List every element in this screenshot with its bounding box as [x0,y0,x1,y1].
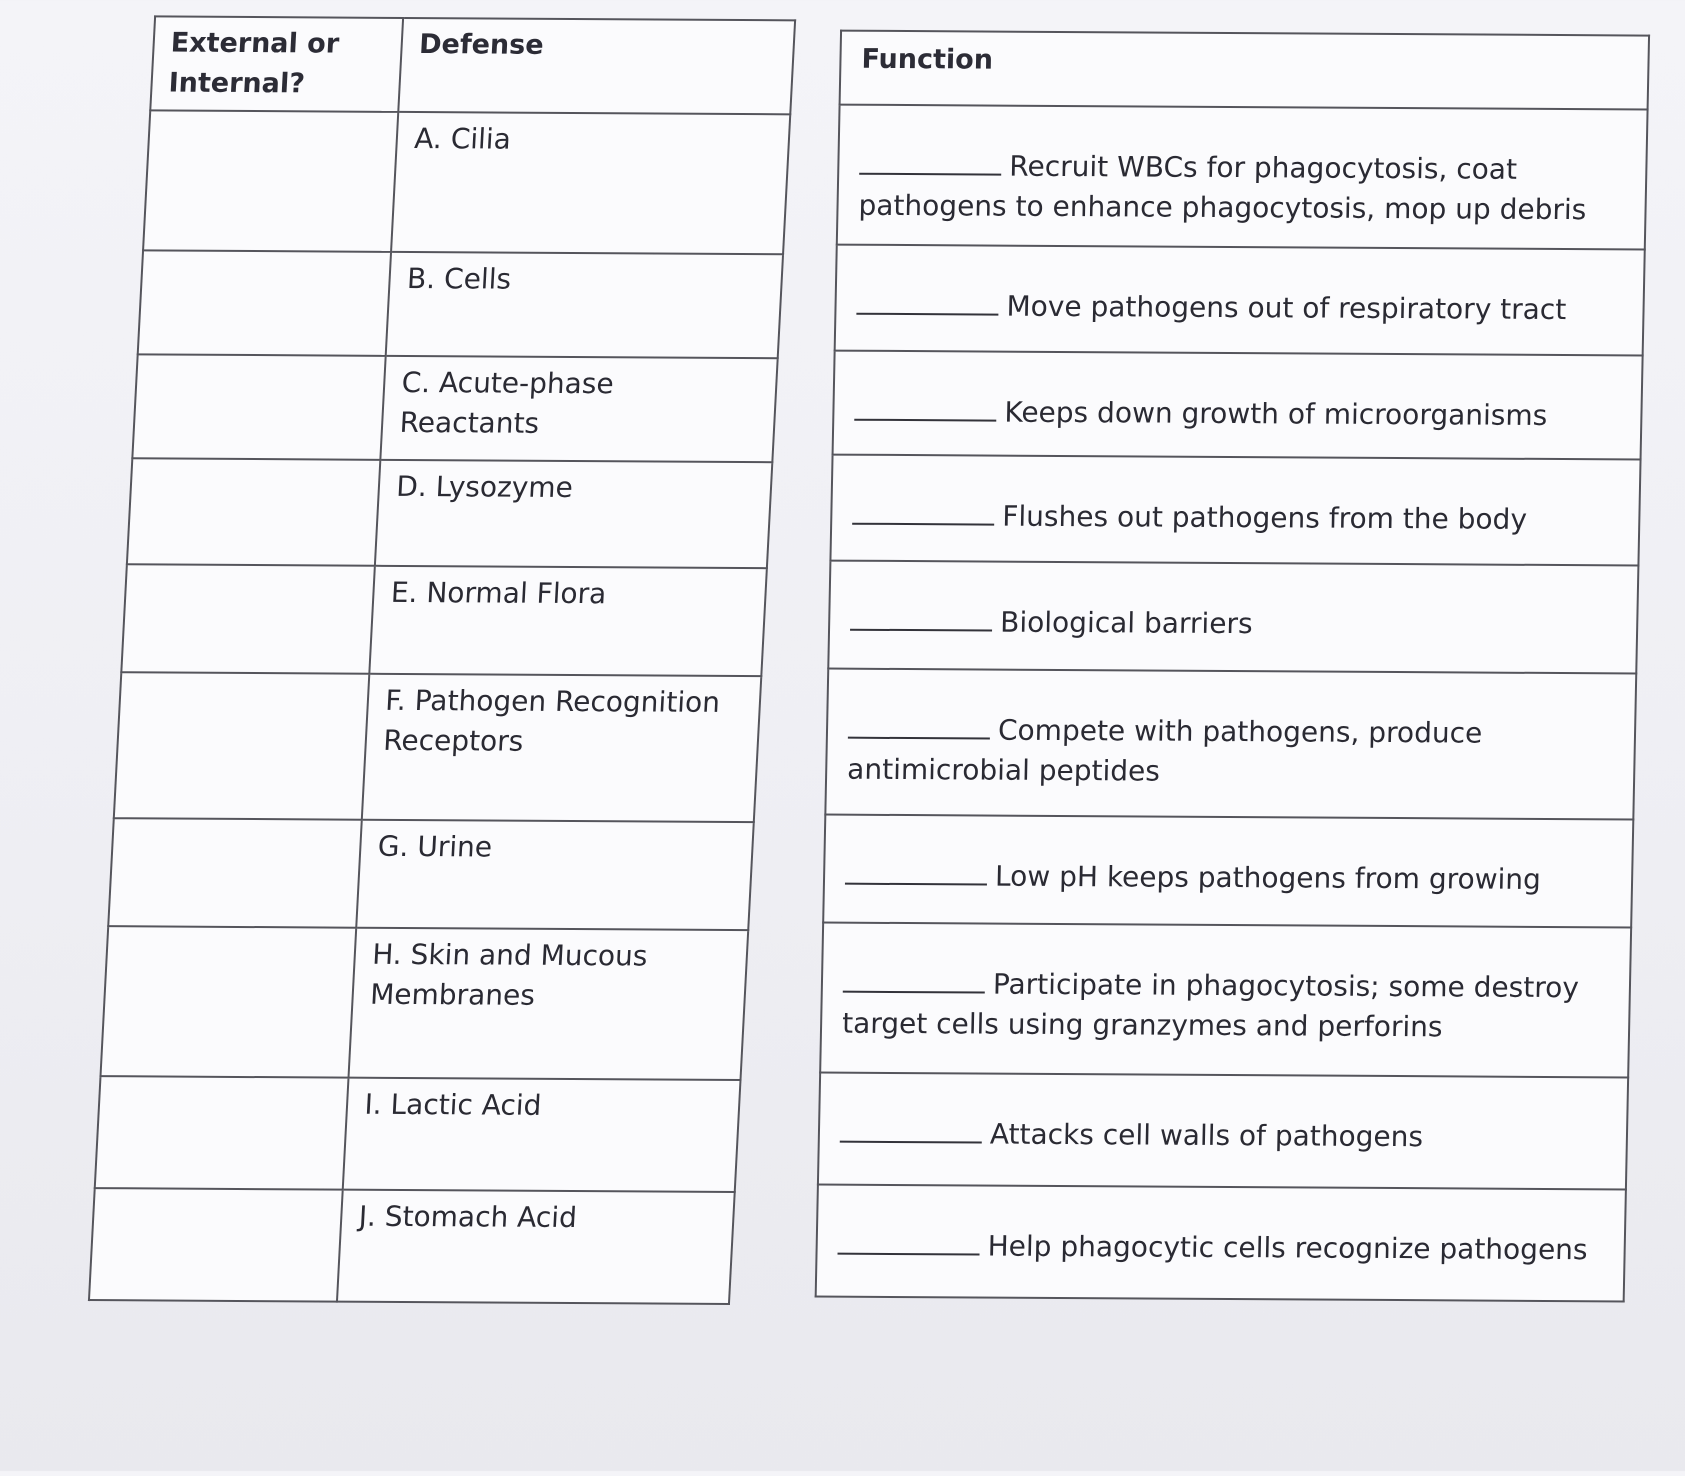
external-internal-answer-cell[interactable] [138,250,392,355]
answer-blank[interactable] [859,155,1001,176]
external-internal-answer-cell[interactable] [143,110,399,251]
function-cell [823,815,1633,928]
function-cell [825,669,1636,820]
defense-row [108,818,754,930]
answer-blank[interactable] [840,1123,982,1144]
defense-header: Defense [399,18,795,114]
defense-table [88,15,796,1305]
external-internal-header: External or Internal? [150,16,403,111]
defense-label: H. Skin and Mucous Membranes [349,928,748,1080]
function-text: Move pathogens out of respiratory tract [1006,289,1567,327]
defense-row [138,250,783,358]
defense-label: I. Lactic Acid [343,1078,740,1192]
defense-label: C. Acute-phase Reactants [381,356,778,462]
function-cell [818,1073,1628,1190]
function-text: Biological barriers [999,605,1253,641]
answer-blank[interactable] [843,973,985,994]
defense-label: J. Stomach Acid [337,1190,734,1304]
function-text: Keeps down growth of microorganisms [1004,395,1548,432]
function-row [816,1185,1626,1302]
defense-label: B. Cells [386,252,783,358]
function-row [830,455,1640,566]
function-table [815,30,1650,1303]
function-row [820,923,1631,1078]
external-internal-answer-cell[interactable] [95,1076,349,1189]
defense-row [101,926,749,1080]
function-row [828,561,1638,674]
function-cell [835,245,1645,356]
function-cell [837,105,1648,250]
defense-row [132,354,777,462]
function-row [833,351,1643,460]
function-row [823,815,1633,928]
external-internal-answer-cell[interactable] [121,564,375,673]
external-internal-answer-cell[interactable] [108,818,362,927]
answer-blank[interactable] [838,1235,980,1256]
function-text: Recruit WBCs for phagocytosis, coat pathogens to enhance phagocytosis, mop up debris [858,149,1587,227]
function-text: Flushes out pathogens from the body [1002,499,1528,536]
function-row [825,669,1636,820]
function-row [835,245,1645,356]
answer-blank[interactable] [854,401,996,422]
defense-table-header [150,16,795,114]
defense-label: G. Urine [357,820,754,930]
defense-row [127,458,772,568]
function-cell [828,561,1638,674]
defense-row [121,564,767,676]
answer-blank[interactable] [856,295,998,316]
function-cell [816,1185,1626,1302]
external-internal-answer-cell[interactable] [114,672,370,819]
external-internal-answer-cell[interactable] [101,926,357,1077]
external-internal-answer-cell[interactable] [132,354,386,459]
function-cell [830,455,1640,566]
function-cell [833,351,1643,460]
external-internal-answer-cell[interactable] [127,458,381,565]
defense-row [114,672,762,822]
answer-blank[interactable] [845,865,987,886]
defense-row [143,110,790,254]
answer-blank[interactable] [850,611,992,632]
answer-blank[interactable] [848,719,990,740]
external-internal-answer-cell[interactable] [89,1188,343,1301]
function-text: Help phagocytic cells recognize pathogens [987,1229,1588,1267]
defense-label: D. Lysozyme [375,460,772,568]
defense-label: F. Pathogen Recognition Receptors [362,674,761,822]
function-text: Participate in phagocytosis; some destroy target cells using granzymes and perforins [841,967,1580,1044]
function-row [818,1073,1628,1190]
defense-row [89,1188,735,1304]
defense-label: A. Cilia [391,112,790,254]
function-text: Low pH keeps pathogens from growing [994,859,1542,896]
function-text: Attacks cell walls of pathogens [989,1117,1424,1154]
answer-blank[interactable] [852,505,994,526]
defense-row [95,1076,741,1192]
function-header: Function [840,31,1649,110]
function-text: Compete with pathogens, produce antimicrobial peptides [846,713,1483,788]
function-cell [820,923,1631,1078]
function-row [837,105,1648,250]
defense-label: E. Normal Flora [370,566,767,676]
function-table-header [840,31,1649,110]
